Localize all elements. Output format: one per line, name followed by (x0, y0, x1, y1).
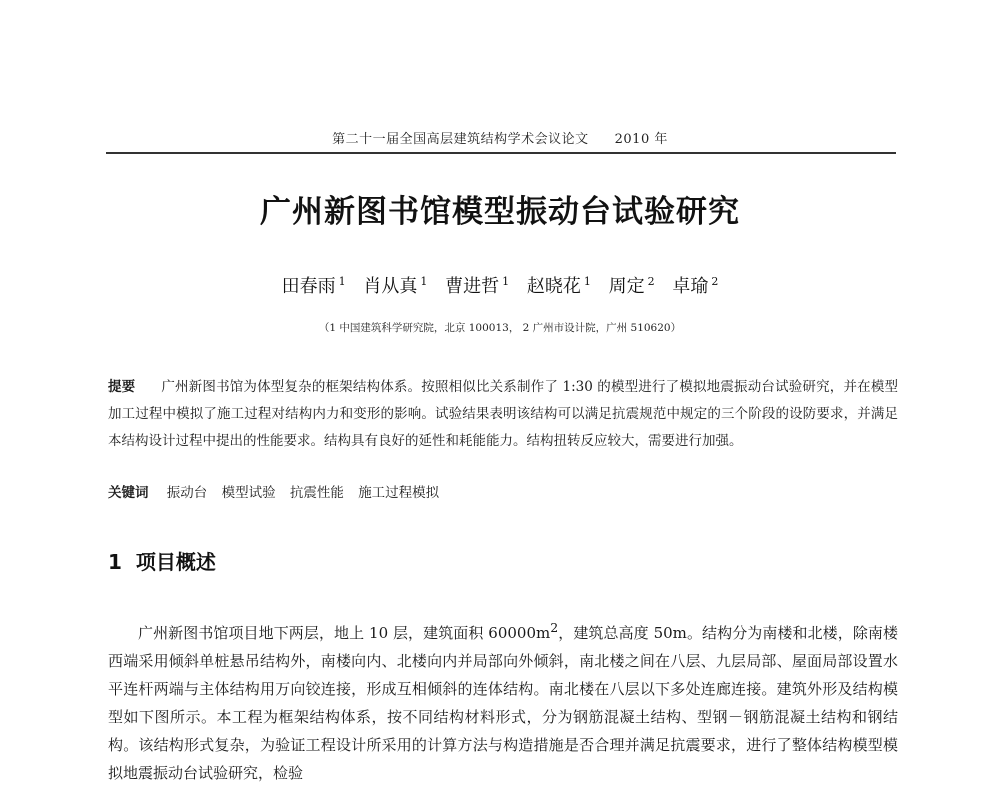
keywords-label: 关键词 (108, 485, 149, 501)
section-title: 项目概述 (135, 550, 216, 574)
keyword: 抗震性能 (289, 485, 344, 501)
keyword: 施工过程模拟 (358, 485, 440, 501)
superscript: 2 (550, 620, 559, 635)
abstract-text: 广州新图书馆为体型复杂的框架结构体系。按照相似比关系制作了 1:30 的模型进行了模拟地震振动台试验研究，并在模型加工过程中模拟了施工过程对结构内力和变形的影响。试验结果表明该结构可以满足抗震规范中规定的三个阶段的设防要求，并满足本结构设计过程中提出的性能要求。结构具有良好的延性和耗能能力。结构扭转反应较大，需要进行加强。 (108, 379, 898, 449)
header-rule (106, 152, 896, 154)
conference-name: 第二十一届全国高层建筑结构学术会议论文 (332, 132, 589, 147)
abstract (108, 374, 898, 455)
conference-year: 2010 年 (614, 132, 668, 147)
author: 肖从真 $^1$ (363, 275, 428, 297)
author: 赵晓花 $^1$ (526, 275, 591, 297)
affiliations: （1 中国建筑科学研究院，北京 100013， 2 广州市设计院，广州 510620） (318, 322, 682, 334)
author: 周定 $^2$ (608, 275, 655, 297)
section-number: 1 (108, 550, 122, 574)
body-paragraph: 广州新图书馆项目地下两层，地上 10 层，建筑面积 $60000m^2$，建筑总高度 50m。结构分为南楼和北楼，除南楼西端采用倾斜单桩悬吊结构外，南楼向内、北楼向内并局部向外倾斜，南北楼之间在八层、九层局部、屋面局部设置水平连杆两端与主体结构用万向铰连接，形成互相倾斜的连体结构。南北楼在八层以下多处连廊连接。建筑外形及结构模型如下图所示。本工程为框架结构体系，按不同结构材料形式，分为钢筋混凝土结构、型钢－钢筋混凝土结构和钢结构。该结构形式复杂，为验证工程设计所采用的计算方法与构造措施是否合理并满足抗震要求，进行了整体结构模型模拟地震振动台试验研究，检验 (108, 620, 898, 782)
abstract-label: 提要 (108, 379, 136, 395)
section-heading (108, 546, 216, 575)
keyword: 振动台 (166, 485, 208, 501)
author-list (0, 272, 1000, 298)
author: 曹进哲 $^1$ (445, 275, 510, 297)
paper-title: 广州新图书馆模型振动台试验研究 (260, 194, 740, 230)
running-header (0, 128, 1000, 150)
keyword: 模型试验 (221, 485, 276, 501)
author: 田春雨 $^1$ (281, 275, 346, 297)
keywords (108, 480, 898, 507)
author: 卓瑜 $^2$ (672, 275, 719, 297)
